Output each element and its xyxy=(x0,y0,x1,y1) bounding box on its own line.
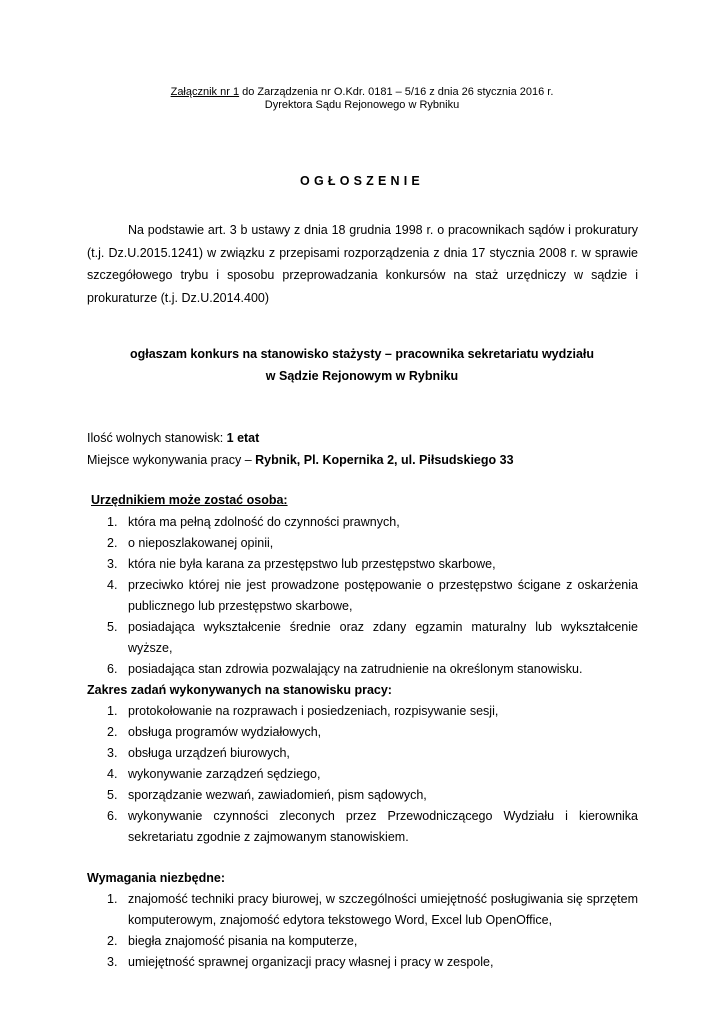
list-item: 2. biegła znajomość pisania na komputerze, xyxy=(107,934,358,948)
attachment-link[interactable]: Załącznik nr 1 xyxy=(170,86,240,98)
page-title: OGŁOSZENIE xyxy=(300,174,424,188)
list-item: 4. przeciwko której nie jest prowadzone postępowanie o przestępstwo ścigane z oskarżenia publicznego lub przestępstwo skarbowe, xyxy=(107,578,638,613)
duties-list xyxy=(87,701,638,848)
list-item: 6. posiadająca stan zdrowia pozwalający na zatrudnienie na określonym stanowisku. xyxy=(107,662,583,676)
attachment-header-line2: Dyrektora Sądu Rejonowego w Rybniku xyxy=(264,99,460,111)
list-item: 4. wykonywanie zarządzeń sędziego, xyxy=(107,767,321,781)
eligibility-heading: Urzędnikiem może zostać osoba: xyxy=(91,493,288,507)
list-item: 3. umiejętność sprawnej organizacji pracy własnej i pracy w zespole, xyxy=(107,955,494,969)
eligibility-list xyxy=(87,512,638,680)
requirements-list xyxy=(87,889,638,973)
list-item: 6. wykonywanie czynności zleconych przez Przewodniczącego Wydziału i kierownika sekretariatu zgodnie z zajmowanym stanowiskiem. xyxy=(107,809,638,844)
list-item: 1. znajomość techniki pracy biurowej, w szczególności umiejętność posługiwania się sprzętem komputerowym, znajomość edytora tekstowego Word, Excel lub OpenOffice, xyxy=(107,892,638,927)
list-item: 1. która ma pełną zdolność do czynności prawnych, xyxy=(107,515,400,529)
vacancies-label: Ilość wolnych stanowisk: xyxy=(87,431,227,445)
list-item: 5. sporządzanie wezwań, zawiadomień, pism sądowych, xyxy=(107,788,427,802)
announcement-line-2: w Sądzie Rejonowym w Rybniku xyxy=(265,369,459,383)
workplace-line xyxy=(87,453,514,467)
workplace-value: Rybnik, Pl. Kopernika 2, ul. Piłsudskiego 33 xyxy=(255,453,514,467)
list-item: 2. obsługa programów wydziałowych, xyxy=(107,725,322,739)
duties-heading: Zakres zadań wykonywanych na stanowisku pracy: xyxy=(87,683,392,697)
list-item: 3. obsługa urządzeń biurowych, xyxy=(107,746,290,760)
list-item: 1. protokołowanie na rozprawach i posiedzeniach, rozpisywanie sesji, xyxy=(107,704,499,718)
announcement-line-1: ogłaszam konkurs na stanowisko stażysty – pracownika sekretariatu wydziału xyxy=(129,347,595,361)
list-item: 3. która nie była karana za przestępstwo lub przestępstwo skarbowe, xyxy=(107,557,496,571)
list-item: 5. posiadająca wykształcenie średnie oraz zdany egzamin maturalny lub wykształcenie wyższe, xyxy=(107,620,638,655)
attachment-header xyxy=(0,86,724,98)
vacancies-value: 1 etat xyxy=(226,431,260,445)
workplace-label: Miejsce wykonywania pracy – xyxy=(87,453,256,467)
intro-paragraph: Na podstawie art. 3 b ustawy z dnia 18 grudnia 1998 r. o pracownikach sądów i prokuratury (t.j. Dz.U.2015.1241) w związku z przepisami rozporządzenia z dnia 17 stycznia 2008 r. w sprawie szczegółowego trybu i sposobu przeprowadzania konkursów na staż urzędniczy w sądzie i prokuraturze (t.j. Dz.U.2014.400) xyxy=(87,223,638,305)
requirements-heading: Wymagania niezbędne: xyxy=(87,871,225,885)
vacancies-line xyxy=(87,431,259,445)
list-item: 2. o nieposzlakowanej opinii, xyxy=(107,536,274,550)
attachment-reference: do Zarządzenia nr O.Kdr. 0181 – 5/16 z dnia 26 stycznia 2016 r. xyxy=(239,86,554,98)
